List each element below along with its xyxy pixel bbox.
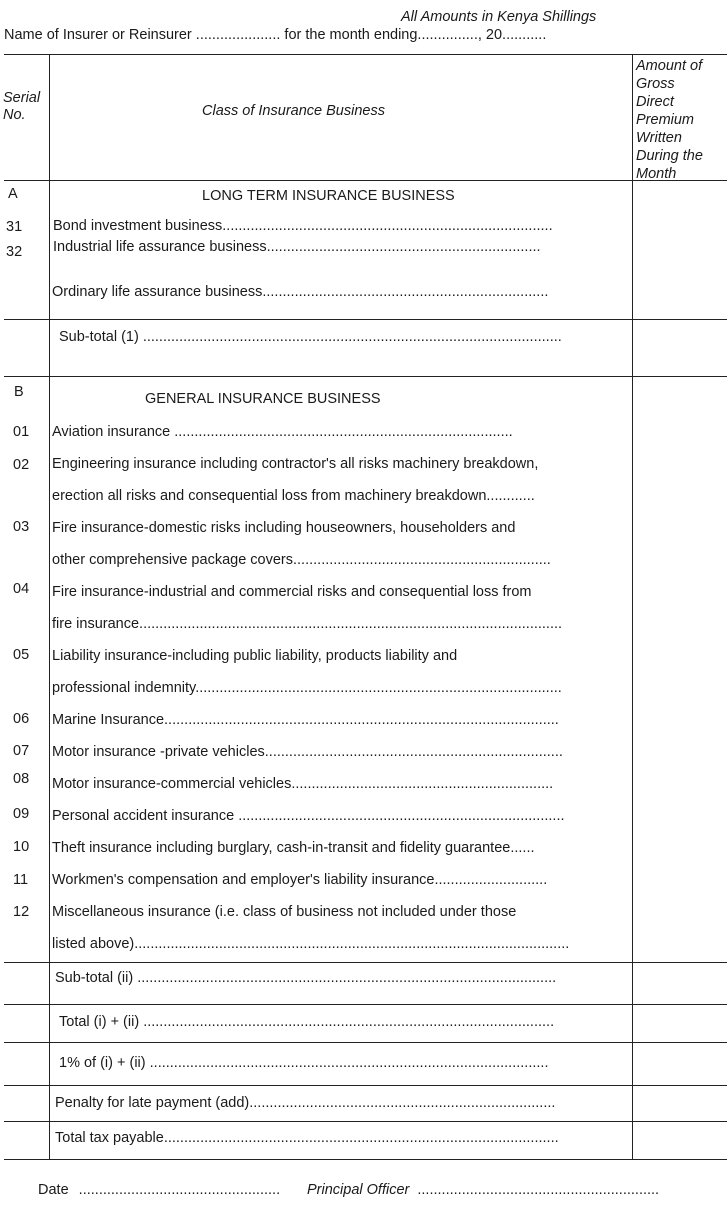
serial-number: 02	[13, 457, 30, 473]
table-bottom-rule	[4, 1159, 727, 1160]
class-line: Personal accident insurance .................................................................................	[52, 808, 565, 824]
serial-number: 31	[6, 219, 23, 235]
class-line: Fire insurance-domestic risks including houseowners, householders and	[52, 520, 516, 536]
serial-number: 04	[13, 581, 30, 597]
serial-number: 11	[13, 872, 29, 888]
serial-number: 32	[6, 244, 23, 260]
serial-number: 10	[13, 839, 30, 855]
serial-number: 09	[13, 806, 30, 822]
date-field	[38, 1182, 280, 1198]
date-dots: ..................................................	[78, 1182, 281, 1198]
serial-number: 07	[13, 743, 30, 759]
class-line: Workmen's compensation and employer's liability insurance............................	[52, 872, 548, 888]
date-label: Date	[38, 1182, 69, 1198]
class-of-business-header: Class of Insurance Business	[202, 103, 385, 119]
class-line: Motor insurance-commercial vehicles.................................................................	[52, 776, 554, 792]
class-line: Fire insurance-industrial and commercial risks and consequential loss from	[52, 584, 532, 600]
class-line: Motor insurance -private vehicles..........................................................................	[52, 744, 563, 760]
section-a-serial: A	[8, 186, 18, 202]
amount-header: Amount of Gross Direct Premium Written During the Month	[636, 58, 703, 182]
class-line: Marine Insurance..................................................................................................	[52, 712, 559, 728]
serial-number: 08	[13, 771, 30, 787]
principal-officer-field	[307, 1182, 659, 1198]
class-line: erection all risks and consequential loss from machinery breakdown............	[52, 488, 535, 504]
insurer-name-line: Name of Insurer or Reinsurer ..................... for the month ending..............., 20...........	[4, 27, 547, 43]
subtotal-1: Sub-total (1) ........................................................................................................	[59, 329, 562, 345]
total-rule	[4, 1042, 727, 1043]
one-percent-line: 1% of (i) + (ii) ...................................................................................................	[59, 1055, 549, 1071]
serial-column-divider	[49, 54, 50, 1160]
subtotal-1-rule	[4, 376, 727, 377]
amounts-note: All Amounts in Kenya Shillings	[401, 9, 597, 25]
subtotal-2: Sub-total (ii) ........................................................................................................	[55, 970, 557, 986]
penalty-rule	[4, 1121, 727, 1122]
serial-number: 01	[13, 424, 30, 440]
serial-number: 05	[13, 647, 30, 663]
class-line: Aviation insurance ....................................................................................	[52, 424, 513, 440]
class-line: Liability insurance-including public liability, products liability and	[52, 648, 458, 664]
class-line: professional indemnity...........................................................................................	[52, 680, 562, 696]
section-b-heading: GENERAL INSURANCE BUSINESS	[145, 391, 381, 407]
total-tax-payable-line: Total tax payable..................................................................................................	[55, 1130, 559, 1146]
amount-column-divider	[632, 54, 633, 1160]
section-b-rule	[4, 962, 727, 963]
header-bottom-rule	[4, 180, 727, 181]
serial-no-header: Serial No.	[3, 90, 41, 123]
class-line: fire insurance.........................................................................................................	[52, 616, 563, 632]
section-a-rule	[4, 319, 727, 320]
principal-officer-dots: ............................................................	[417, 1182, 660, 1198]
class-line: other comprehensive package covers................................................................	[52, 552, 551, 568]
class-line: listed above)............................................................................................................	[52, 936, 570, 952]
total-line: Total (i) + (ii) ......................................................................................................	[59, 1014, 555, 1030]
subtotal-2-rule	[4, 1004, 727, 1005]
penalty-line: Penalty for late payment (add)............................................................................	[55, 1095, 556, 1111]
serial-number: 12	[13, 904, 30, 920]
section-b-serial: B	[14, 384, 24, 400]
serial-number: 03	[13, 519, 30, 535]
class-line: Industrial life assurance business....................................................................	[53, 239, 541, 255]
serial-number: 06	[13, 711, 30, 727]
one-percent-rule	[4, 1085, 727, 1086]
section-a-heading: LONG TERM INSURANCE BUSINESS	[202, 188, 455, 204]
class-line: Theft insurance including burglary, cash-in-transit and fidelity guarantee......	[52, 840, 535, 856]
principal-officer-label: Principal Officer	[307, 1182, 410, 1198]
class-line: Miscellaneous insurance (i.e. class of business not included under those	[52, 904, 517, 920]
table-top-rule	[4, 54, 727, 55]
class-line: Engineering insurance including contractor's all risks machinery breakdown,	[52, 456, 539, 472]
class-line: Bond investment business..................................................................................	[53, 218, 553, 234]
class-line: Ordinary life assurance business.......................................................................	[52, 284, 549, 300]
